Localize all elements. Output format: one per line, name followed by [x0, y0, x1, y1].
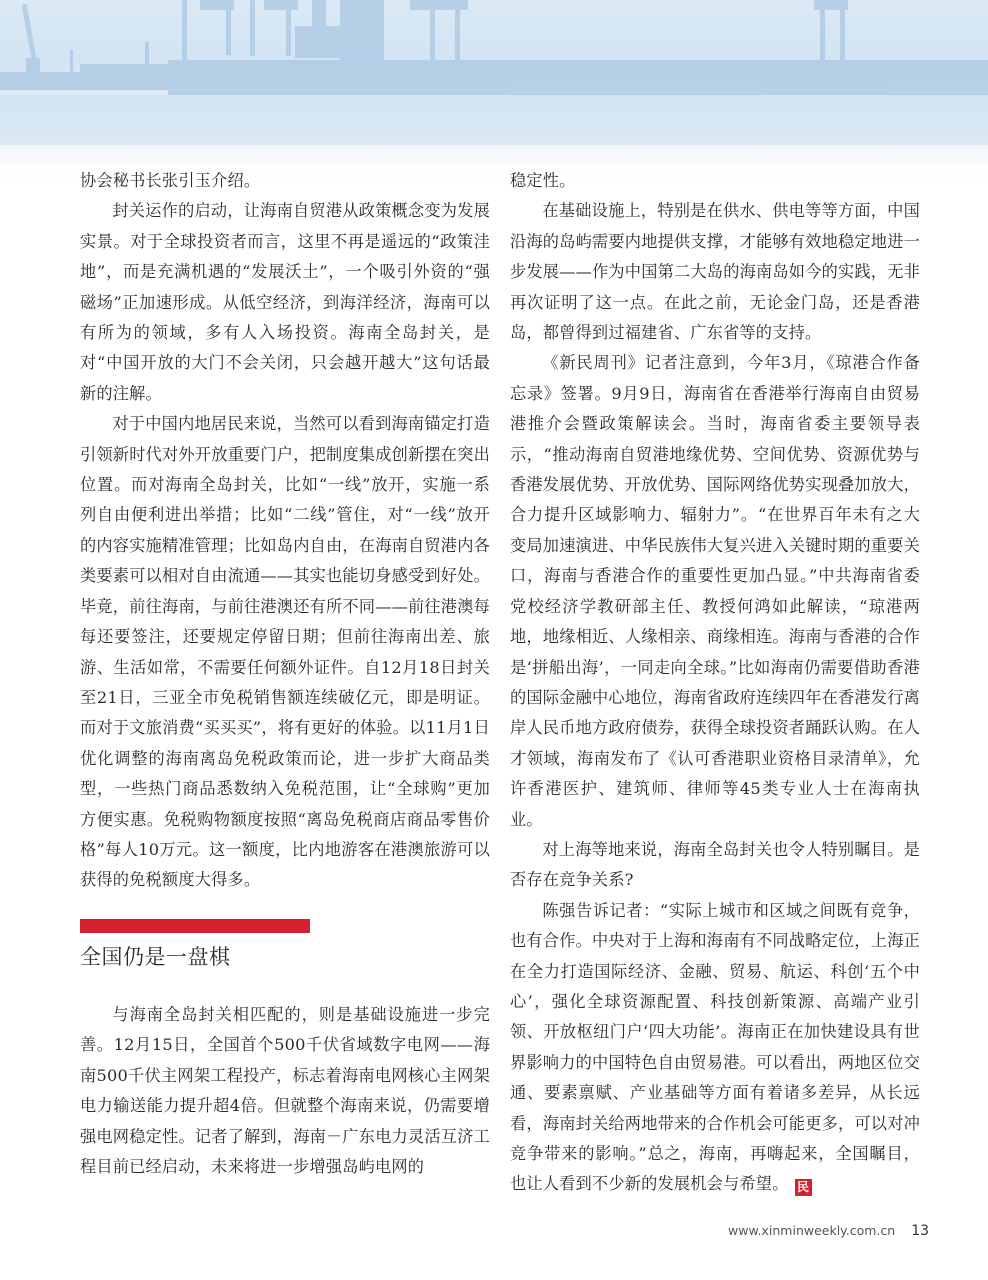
left-column-bottom [80, 1000, 490, 1182]
section-heading: 全国仍是一盘棋 [80, 945, 231, 969]
harbour-illustration [0, 0, 988, 180]
page-footer [728, 1223, 929, 1239]
paragraph: 对于中国内地居民来说，当然可以看到海南锚定打造引领新时代对外开放重要门户，把制度集成创新摆在突出位置。而对海南全岛封关，比如“一线”放开，实施一系列自由便利进出举措；比如“二线”管住，对“一线”放开的内容实施精准管理；比如岛内自由，在海南自贸港内各类要素可以相对自由流通——其实也能切身感受到好处。毕竟，前往海南，与前往港澳还有所不同——前往港澳每每还要签注，还要规定停留日期；但前往海南出差、旅游、生活如常，不需要任何额外证件。自12月18日封关至21日，三亚全市免税销售额连续破亿元，即是明证。而对于文旅消费“买买买”，将有更好的体验。以11月1日优化调整的海南离岛免税政策而论，进一步扩大商品类型，一些热门商品悉数纳入免税范围，让“全球购”更加方便实惠。免税购物额度按照“离岛免税商店商品零售价格”每人10万元。这一额度，比内地游客在港澳旅游可以获得的免税额度大得多。 [80, 414, 490, 890]
paragraph: 协会秘书长张引玉介绍。 [80, 171, 261, 190]
left-column-top [80, 166, 490, 896]
paragraph: 封关运作的启动，让海南自贸港从政策概念变为发展实景。对于全球投资者而言，这里不再是遥远的“政策洼地”，而是充满机遇的“发展沃土”，一个吸引外资的“强磁场”正加速形成。从低空经济，到海洋经济，海南可以有所为的领域，多有人入场投资。海南全岛封关，是对“中国开放的大门不会关闭，只会越开越大”这句话最新的注解。 [80, 201, 490, 403]
header-harbour-image [0, 0, 988, 180]
paragraph: 对上海等地来说，海南全岛封关也令人特别瞩目。是否存在竞争关系? [510, 839, 920, 890]
section-divider-bar [80, 919, 310, 933]
paragraph: 稳定性。 [510, 171, 576, 190]
footer-url[interactable]: www.xinminweekly.com.cn [728, 1223, 896, 1238]
paragraph: 《新民周刊》记者注意到，今年3月，《琼港合作备忘录》签署。9月9日，海南省在香港举行海南自由贸易港推介会暨政策解读会。当时，海南省委主要领导表示，“推动海南自贸港地缘优势、空间优势、资源优势与香港发展优势、开放优势、国际网络优势实现叠加放大，合力提升区域影响力、辐射力”。“在世界百年未有之大变局加速演进、中华民族伟大复兴进入关键时期的重要关口，海南与香港合作的重要性更加凸显。”中共海南省委党校经济学教研部主任、教授何鸿如此解读，“琼港两地，地缘相近、人缘相亲、商缘相连。海南与香港的合作是‘拼船出海’，一同走向全球。”比如海南仍需要借助香港的国际金融中心地位，海南省政府连续四年在香港发行离岸人民币地方政府债券，获得全球投资者踊跃认购。在人才领域，海南发布了《认可香港职业资格目录清单》，允许香港医护、建筑师、律师等45类专业人士在海南执业。 [510, 353, 920, 829]
page-number: 13 [911, 1223, 930, 1239]
right-column [510, 166, 920, 1200]
paragraph: 与海南全岛封关相匹配的，则是基础设施进一步完善。12月15日，全国首个500千伏省域数字电网——海南500千伏主网架工程投产，标志着海南电网核心主网架电力输送能力提升超4倍。但就整个海南来说，仍需要增强电网稳定性。记者了解到，海南－广东电力灵活互济工程目前已经启动，未来将进一步增强岛屿电网的 [80, 1005, 490, 1177]
paragraph-text: 陈强告诉记者：“实际上城市和区域之间既有竞争，也有合作。中央对于上海和海南有不同战略定位，上海正在全力打造国际经济、金融、贸易、航运、科创‘五个中心’，强化全球资源配置、科技创新策源、高端产业引领、开放枢纽门户‘四大功能’。海南正在加快建设具有世界影响力的中国特色自由贸易港。可以看出，两地区位交通、要素禀赋、产业基础等方面有着诸多差异，从长远看，海南封关给两地带来的合作机会可能更多，可以对冲竞争带来的影响。”总之，海南，再嗨起来，全国瞩目，也让人看到不少新的发展机会与希望。 [510, 900, 920, 1194]
paragraph-final [510, 896, 920, 1200]
end-of-article-logo-icon: 民 [795, 1179, 812, 1196]
paragraph: 在基础设施上，特别是在供水、供电等等方面，中国沿海的岛屿需要内地提供支撑，才能够有效地稳定地进一步发展——作为中国第二大岛的海南岛如今的实践，无非再次证明了这一点。在此之前，无论金门岛，还是香港岛，都曾得到过福建省、广东省等的支持。 [510, 201, 920, 343]
